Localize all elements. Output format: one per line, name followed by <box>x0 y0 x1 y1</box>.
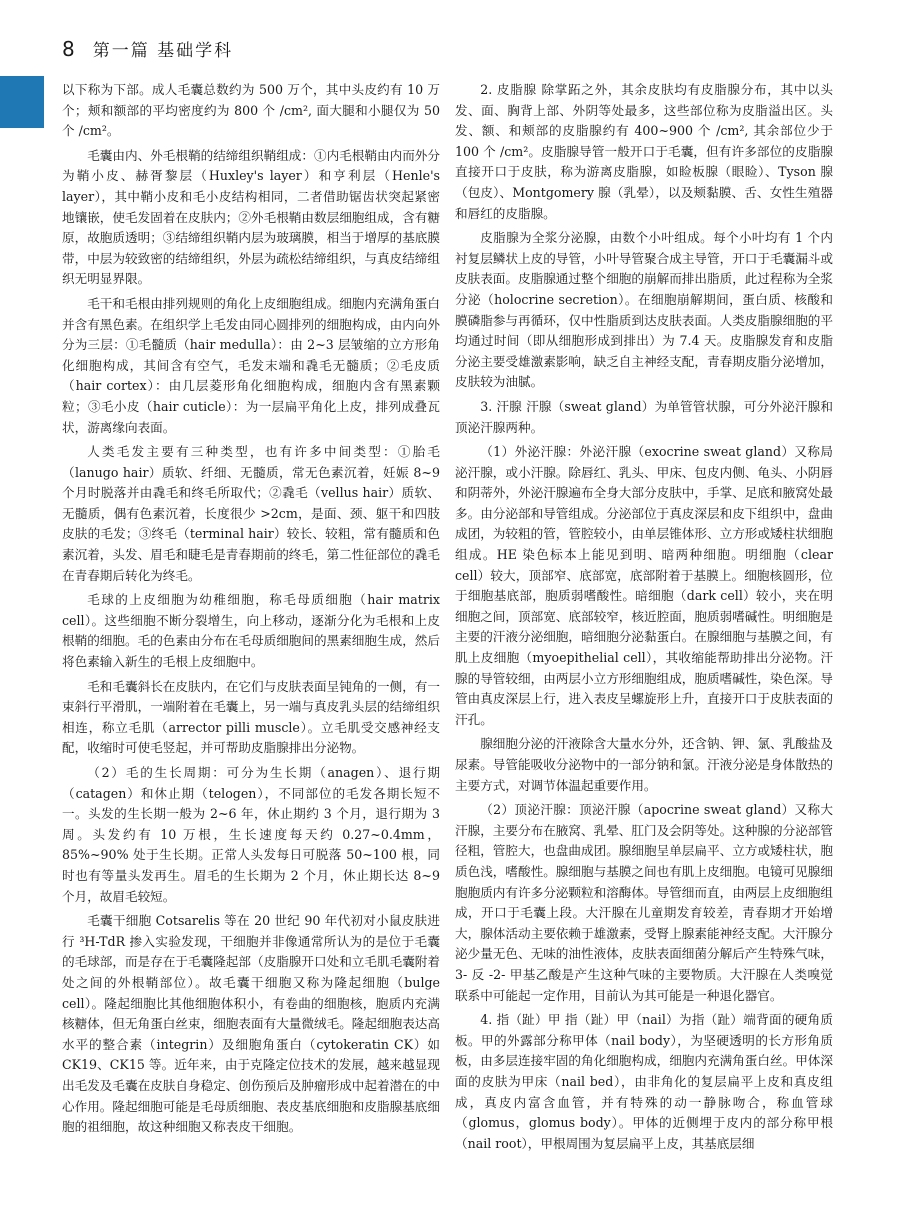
paragraph: 毛干和毛根由排列规则的角化上皮细胞组成。细胞内充满角蛋白并含有黑色素。在组织学上毛发由同心圆排列的细胞构成，由内向外分为三层：①毛髓质（hair medulla）：由 2~3 层皱缩的立方形角化细胞构成，其间含有空气，毛发末端和毳毛无髓质；②毛皮质（hair cortex）：由几层菱形角化细胞构成，细胞内含有黑素颗粒；③毛小皮（hair cuticle）：为一层扁平角化上皮，排列成叠瓦状，游离缘向表面。 <box>62 295 440 435</box>
paragraph: 毛囊由内、外毛根鞘的结缔组织鞘组成：①内毛根鞘由内而外分为鞘小皮、赫胥黎层（Huxley's layer）和亨利层（Henle's layer），其中鞘小皮和毛小皮结构相同，二者借助锯齿状突起紧密地镶嵌，使毛发固着在皮肤内；②外毛根鞘由数层细胞组成，含有糖原，故胞质透明；③结缔组织鞘内层为玻璃膜，相当于增厚的基底膜带，中层为较致密的结缔组织，外层为疏松结缔组织，与真皮结缔组织无明显界限。 <box>62 147 440 287</box>
paragraph: 腺细胞分泌的汗液除含大量水分外，还含钠、钾、氯、乳酸盐及尿素。导管能吸收分泌物中的一部分钠和氯。汗液分泌是身体散热的主要方式，对调节体温起重要作用。 <box>455 736 833 793</box>
paragraph: 以下称为下部。成人毛囊总数约为 500 万个，其中头皮约有 10 万个；颊和额部的平均密度约为 800 个 /cm², 面大腿和小腿仅为 50 个 /cm²。 <box>62 82 440 139</box>
left-column <box>62 80 440 1142</box>
paragraph: 毛和毛囊斜长在皮肤内，在它们与皮肤表面呈钝角的一侧，有一束斜行平滑肌，一端附着在毛囊上，另一端与真皮乳头层的结缔组织相连，称立毛肌（arrector pilli muscle）。立毛肌受交感神经支配，收缩时可使毛竖起，并可帮助皮脂腺排出分泌物。 <box>62 678 440 756</box>
part-title: 第一篇 基础学科 <box>92 41 234 61</box>
paragraph: 3. 汗腺 汗腺（sweat gland）为单管管状腺，可分外泌汗腺和顶泌汗腺两种。 <box>455 398 833 435</box>
paragraph: 毛球的上皮细胞为幼稚细胞，称毛母质细胞（hair matrix cell）。这些细胞不断分裂增生，向上移动，逐渐分化为毛根和上皮根鞘的细胞。毛的色素由分布在毛母质细胞间的黑素细胞生成，然后将色素输入新生的毛根上皮细胞中。 <box>62 592 440 670</box>
paragraph: 毛囊干细胞 Cotsarelis 等在 20 世纪 90 年代初对小鼠皮肤进行 ³H-TdR 掺入实验发现，干细胞并非像通常所认为的是位于毛囊的毛球部，而是存在于毛囊隆起部（皮脂腺开口处和立毛肌毛囊附着处之间的外根鞘部位）。故毛囊干细胞又称为隆起细胞（bulge cell）。隆起细胞比其他细胞体积小，有卷曲的细胞核，胞质内充满核糖体，但无角蛋白丝束，细胞表面有大量微绒毛。隆起细胞表达高水平的整合素（integrin）及细胞角蛋白（cytokeratin CK）如 CK19、CK15 等。近年来，由于克隆定位技术的发展，越来越显现出毛发及毛囊在皮肤自身稳定、创伤预后及肿瘤形成中起着潜在的中心作用。隆起细胞可能是毛母质细胞、表皮基底细胞和皮脂腺基底细胞的祖细胞，故这种细胞又称表皮干细胞。 <box>62 913 440 1135</box>
paragraph: 人类毛发主要有三种类型，也有许多中间类型：①胎毛（lanugo hair）质软、纤细、无髓质，常无色素沉着，妊娠 8~9 个月时脱落并由毳毛和终毛所取代；②毳毛（vellus hair）质软、无髓质，偶有色素沉着，长度很少 >2cm，是面、颈、躯干和四肢皮肤的毛发；③终毛（terminal hair）较长、较粗，常有髓质和色素沉着，头发、眉毛和睫毛是青春期前的终毛，第二性征部位的毳毛在青春期后转化为终毛。 <box>62 444 440 583</box>
right-column <box>455 80 833 1158</box>
page-number: 8 <box>62 37 75 61</box>
chapter-tab-marker <box>0 76 44 128</box>
paragraph: （2）顶泌汗腺：顶泌汗腺（apocrine sweat gland）又称大汗腺，主要分布在腋窝、乳晕、肛门及会阴等处。这种腺的分泌部管径粗，管腔大，也盘曲成团。腺细胞呈单层扁平、立方或矮柱状，胞质色浅，嗜酸性。腺细胞与基膜之间也有肌上皮细胞。电镜可见腺细胞胞质内有许多分泌颗粒和溶酶体。导管细而直，由两层上皮细胞组成，开口于毛囊上段。大汗腺在儿童期发育较差，青春期才开始增大，腺体活动主要依赖于雄激素，受腎上腺素能神经支配。大汗腺分泌少量无色、无味的油性液体，皮肤表面细菌分解后产生特殊气味，3- 反 -2- 甲基乙酸是产生这种气味的主要物质。大汗腺在人类嗅觉联系中可能起一定作用，目前认为其可能是一种退化器官。 <box>455 802 833 1003</box>
paragraph: 2. 皮脂腺 除掌跖之外，其余皮肤均有皮脂腺分布，其中以头发、面、胸背上部、外阴等处最多，这些部位称为皮脂溢出区。头发、额、和颊部的皮脂腺约有 400~900 个 /cm², 其余部位少于 100 个 /cm²。皮脂腺导管一般开口于毛囊，但有许多部位的皮脂腺直接开口于皮肤，称为游离皮脂腺，如睑板腺（眼睑）、Tyson 腺（包皮）、Montgomery 腺（乳晕），以及颊黏膜、舌、女性生殖器和唇红的皮脂腺。 <box>455 82 833 221</box>
paragraph: 4. 指（趾）甲 指（趾）甲（nail）为指（趾）端背面的硬角质板。甲的外露部分称甲体（nail body），为坚硬透明的长方形角质板，由多层连接牢固的角化细胞构成，细胞内充满角蛋白丝。甲体深面的皮肤为甲床（nail bed），由非角化的复层扁平上皮和真皮组成，真皮内富含血管，并有特殊的动一静脉吻合，称血管球（glomus，glomus body）。甲体的近侧埋于皮内的部分称甲根（nail root），甲根周围为复层扁平上皮，其基底层细 <box>455 1012 833 1151</box>
paragraph: （2）毛的生长周期：可分为生长期（anagen）、退行期（catagen）和休止期（telogen），不同部位的毛发各期长短不一。头发的生长期一般为 2~6 年，休止期约 3 个月，退行期为 3 周。头发约有 10 万根，生长速度每天约 0.27~0.4mm，85%~90% 处于生长期。正常人头发每日可脱落 50~100 根，同时也有等量头发再生。眉毛的生长期为 2 个月，休止期长达 8~9 个月，故眉毛较短。 <box>62 765 440 904</box>
page-header <box>62 36 860 66</box>
paragraph: 皮脂腺为全浆分泌腺，由数个小叶组成。每个小叶均有 1 个内衬复层鳞状上皮的导管，小叶导管聚合成主导管，开口于毛囊漏斗或皮肤表面。皮脂腺通过整个细胞的崩解而排出脂质，此过程称为全浆分泌（holocrine secretion）。在细胞崩解期间，蛋白质、核酸和膜磷脂参与再循环，仅中性脂质到达皮肤表面。人类皮脂腺细胞的平均通过时间（即从细胞形成到排出）为 7.4 天。皮脂腺发育和皮脂分泌主要受雄激素影响，缺乏自主神经支配，青春期皮脂分泌增加，皮肤较为油腻。 <box>455 230 833 390</box>
paragraph: （1）外泌汗腺：外泌汗腺（exocrine sweat gland）又称局泌汗腺，或小汗腺。除唇红、乳头、甲床、包皮内侧、龟头、小阴唇和阴蒂外，外泌汗腺遍布全身大部分皮肤中，手掌、足底和腋窝处最多。由分泌部和导管组成。分泌部位于真皮深层和皮下组织中，盘曲成团，为较粗的管，管腔较小，由单层锥体形、立方形或矮柱状细胞组成。HE 染色标本上能见到明、暗两种细胞。明细胞（clear cell）较大，顶部窄、底部宽，底部附着于基膜上。细胞核圆形，位于细胞基底部，胞质弱嗜酸性。暗细胞（dark cell）较小，夹在明细胞之间，顶部宽、底部较窄，核近腔面，胞质弱嗜碱性。明细胞是主要的汗液分泌细胞，暗细胞分泌黏蛋白。在腺细胞与基膜之间，有肌上皮细胞（myoepithelial cell），其收缩能帮助排出分泌物。汗腺的导管较细，由两层小立方形细胞组成，胞质嗜碱性，染色深。导管由真皮深层上行，进入表皮呈螺旋形上升，直接开口于皮肤表面的汗孔。 <box>455 444 833 727</box>
